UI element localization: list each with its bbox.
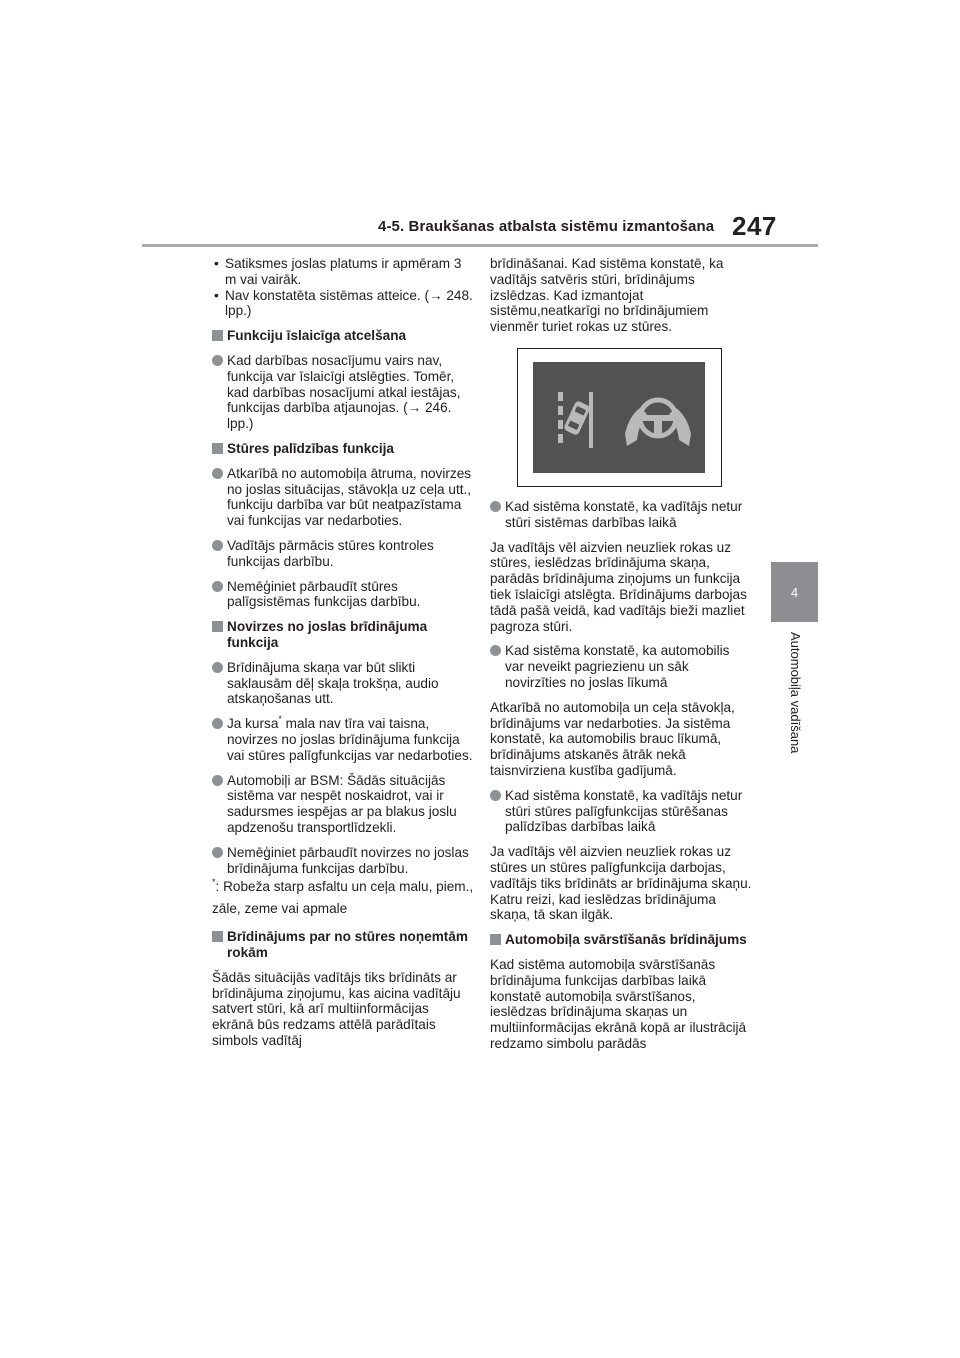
warning-display-figure bbox=[517, 348, 722, 487]
bullet-item: Nemēģiniet pārbaudīt stūres palīgsistēmas funkcijas darbību. bbox=[212, 579, 474, 611]
bullet-item: Ja kursa* mala nav tīra vai taisna, novirzes no joslas brīdinājuma funkcija vai stūres palīgfunkcijas var nedarboties. bbox=[212, 716, 474, 763]
bullet-item: Vadītājs pārmācis stūres kontroles funkcijas darbību. bbox=[212, 538, 474, 570]
bullet-item: Kad sistēma konstatē, ka vadītājs netur stūri stūres palīgfunkcijas stūrēšanas palīdzības darbības laikā bbox=[490, 788, 752, 835]
square-bullet-icon bbox=[212, 443, 223, 454]
bullet-item: Brīdinājuma skaņa var būt slikti saklausām dēļ skaļa trokšņa, audio atskaņošanas utt. bbox=[212, 660, 474, 707]
square-bullet-icon bbox=[212, 931, 223, 942]
paragraph: Atkarībā no automobiļa un ceļa stāvokļa, brīdinājums var nedarboties. Ja sistēma konstatē, ka automobilis brauc līkumā, brīdinājums atskanēs ātrāk nekā taisnvirziena kustība gadījumā. bbox=[490, 699, 735, 778]
section-heading: Novirzes no joslas brīdinājuma funkcija bbox=[212, 619, 474, 651]
multi-information-display bbox=[533, 362, 705, 473]
bullet-item: Nemēģiniet pārbaudīt novirzes no joslas brīdinājuma funkcijas darbību. bbox=[212, 845, 474, 877]
bullet-item: Automobiļi ar BSM: Šādās situācijās sistēma var nespēt noskaidrot, vai ir sadursmes iespējas ar pa blakus joslu apdzenošu transportlīdzekli. bbox=[212, 773, 474, 836]
bullet-item: Kad darbības nosacījumu vairs nav, funkcija var īslaicīgi atslēgties. Tomēr, kad darbības nosacījumi atkal iestājas, funkcijas darbība atjaunojas. (→ 246. lpp.) bbox=[212, 353, 474, 432]
chapter-number: 4 bbox=[790, 584, 799, 600]
lane-departure-icon bbox=[553, 390, 601, 450]
square-bullet-icon bbox=[212, 330, 223, 341]
chapter-label: Automobiļa vadīšana bbox=[788, 632, 803, 754]
circle-bullet-icon bbox=[212, 468, 223, 479]
paragraph: brīdināšanai. Kad sistēma konstatē, ka vadītājs satvēris stūri, brīdinājums izslēdzas. Kad izmantojat sistēmu,neatkarīgi no brīdinājumiem vienmēr turiet rokas uz stūres. bbox=[490, 256, 724, 335]
circle-bullet-icon bbox=[212, 355, 223, 366]
section-heading: Automobiļa svārstīšanās brīdinājums bbox=[490, 932, 752, 948]
circle-bullet-icon bbox=[212, 847, 223, 858]
circle-bullet-icon bbox=[212, 581, 223, 592]
bullet-item: Kad sistēma konstatē, ka automobilis var neveikt pagriezienu un sāk novirzīties no joslas līkumā bbox=[490, 643, 752, 690]
square-bullet-icon bbox=[490, 934, 501, 945]
header-divider bbox=[142, 244, 818, 247]
section-heading: Brīdinājums par no stūres noņemtām rokām bbox=[212, 929, 474, 961]
list-item: • Nav konstatēta sistēmas atteice. (→ 248. lpp.) bbox=[214, 287, 473, 319]
right-column bbox=[490, 256, 752, 1061]
hands-on-wheel-icon bbox=[623, 394, 693, 450]
paragraph: Šādās situācijās vadītājs tiks brīdināts ar brīdinājuma ziņojumu, kas aicina vadītāju satvert stūri, kā arī multiinformācijas ekrānā būs redzams attēlā parādītais simbols vadītāj bbox=[212, 969, 461, 1049]
bullet-item: Kad sistēma konstatē, ka vadītājs netur stūri sistēmas darbības laikā bbox=[490, 499, 752, 531]
list-item: • Satiksmes joslas platums ir apmēram 3 m vai vairāk. bbox=[214, 256, 462, 287]
circle-bullet-icon bbox=[490, 501, 501, 512]
left-column bbox=[212, 256, 474, 1058]
section-heading: Funkciju īslaicīga atcelšana bbox=[212, 328, 474, 344]
header-section-title: 4-5. Braukšanas atbalsta sistēmu izmantošana bbox=[378, 218, 715, 235]
circle-bullet-icon bbox=[212, 718, 223, 729]
page-number: 247 bbox=[732, 211, 777, 241]
circle-bullet-icon bbox=[490, 790, 501, 801]
bullet-item: Atkarībā no automobiļa ātruma, novirzes no joslas situācijas, stāvokļa uz ceļa utt., funkciju darbība var būt neatpazīstama vai funkcijas var nedarboties. bbox=[212, 466, 474, 529]
paragraph: Kad sistēma automobiļa svārstīšanās brīdinājuma funkcijas darbības laikā konstatē automobiļa svārstīšanos, ieslēdzas brīdinājuma skaņas un multiinformācijas ekrānā kopā ar ilustrācijā redzamo simbolu parādās bbox=[490, 956, 747, 1051]
circle-bullet-icon bbox=[212, 662, 223, 673]
circle-bullet-icon bbox=[490, 645, 501, 656]
chapter-tab[interactable] bbox=[771, 562, 818, 622]
section-heading: Stūres palīdzības funkcija bbox=[212, 441, 474, 457]
footnote: *: Robeža starp asfaltu un ceļa malu, piem., zāle, zeme vai apmale bbox=[212, 877, 474, 917]
square-bullet-icon bbox=[212, 621, 223, 632]
paragraph: Ja vadītājs vēl aizvien neuzliek rokas uz stūres un stūres palīgfunkcija darbojas, vadītājs tiks brīdināts ar brīdinājuma skaņu. Katru reizi, kad ieslēdzas brīdinājuma skaņa, tā skan ilgāk. bbox=[490, 844, 752, 923]
circle-bullet-icon bbox=[212, 540, 223, 551]
paragraph: Ja vadītājs vēl aizvien neuzliek rokas uz stūres, ieslēdzas brīdinājuma skaņa, parādās brīdinājuma ziņojums un funkcija tiek īslaicīgi atslēgta. Brīdinājums darbojas tādā pašā veidā, kad vadītājs bieži mazliet pagroza stūri. bbox=[490, 539, 747, 634]
circle-bullet-icon bbox=[212, 775, 223, 786]
